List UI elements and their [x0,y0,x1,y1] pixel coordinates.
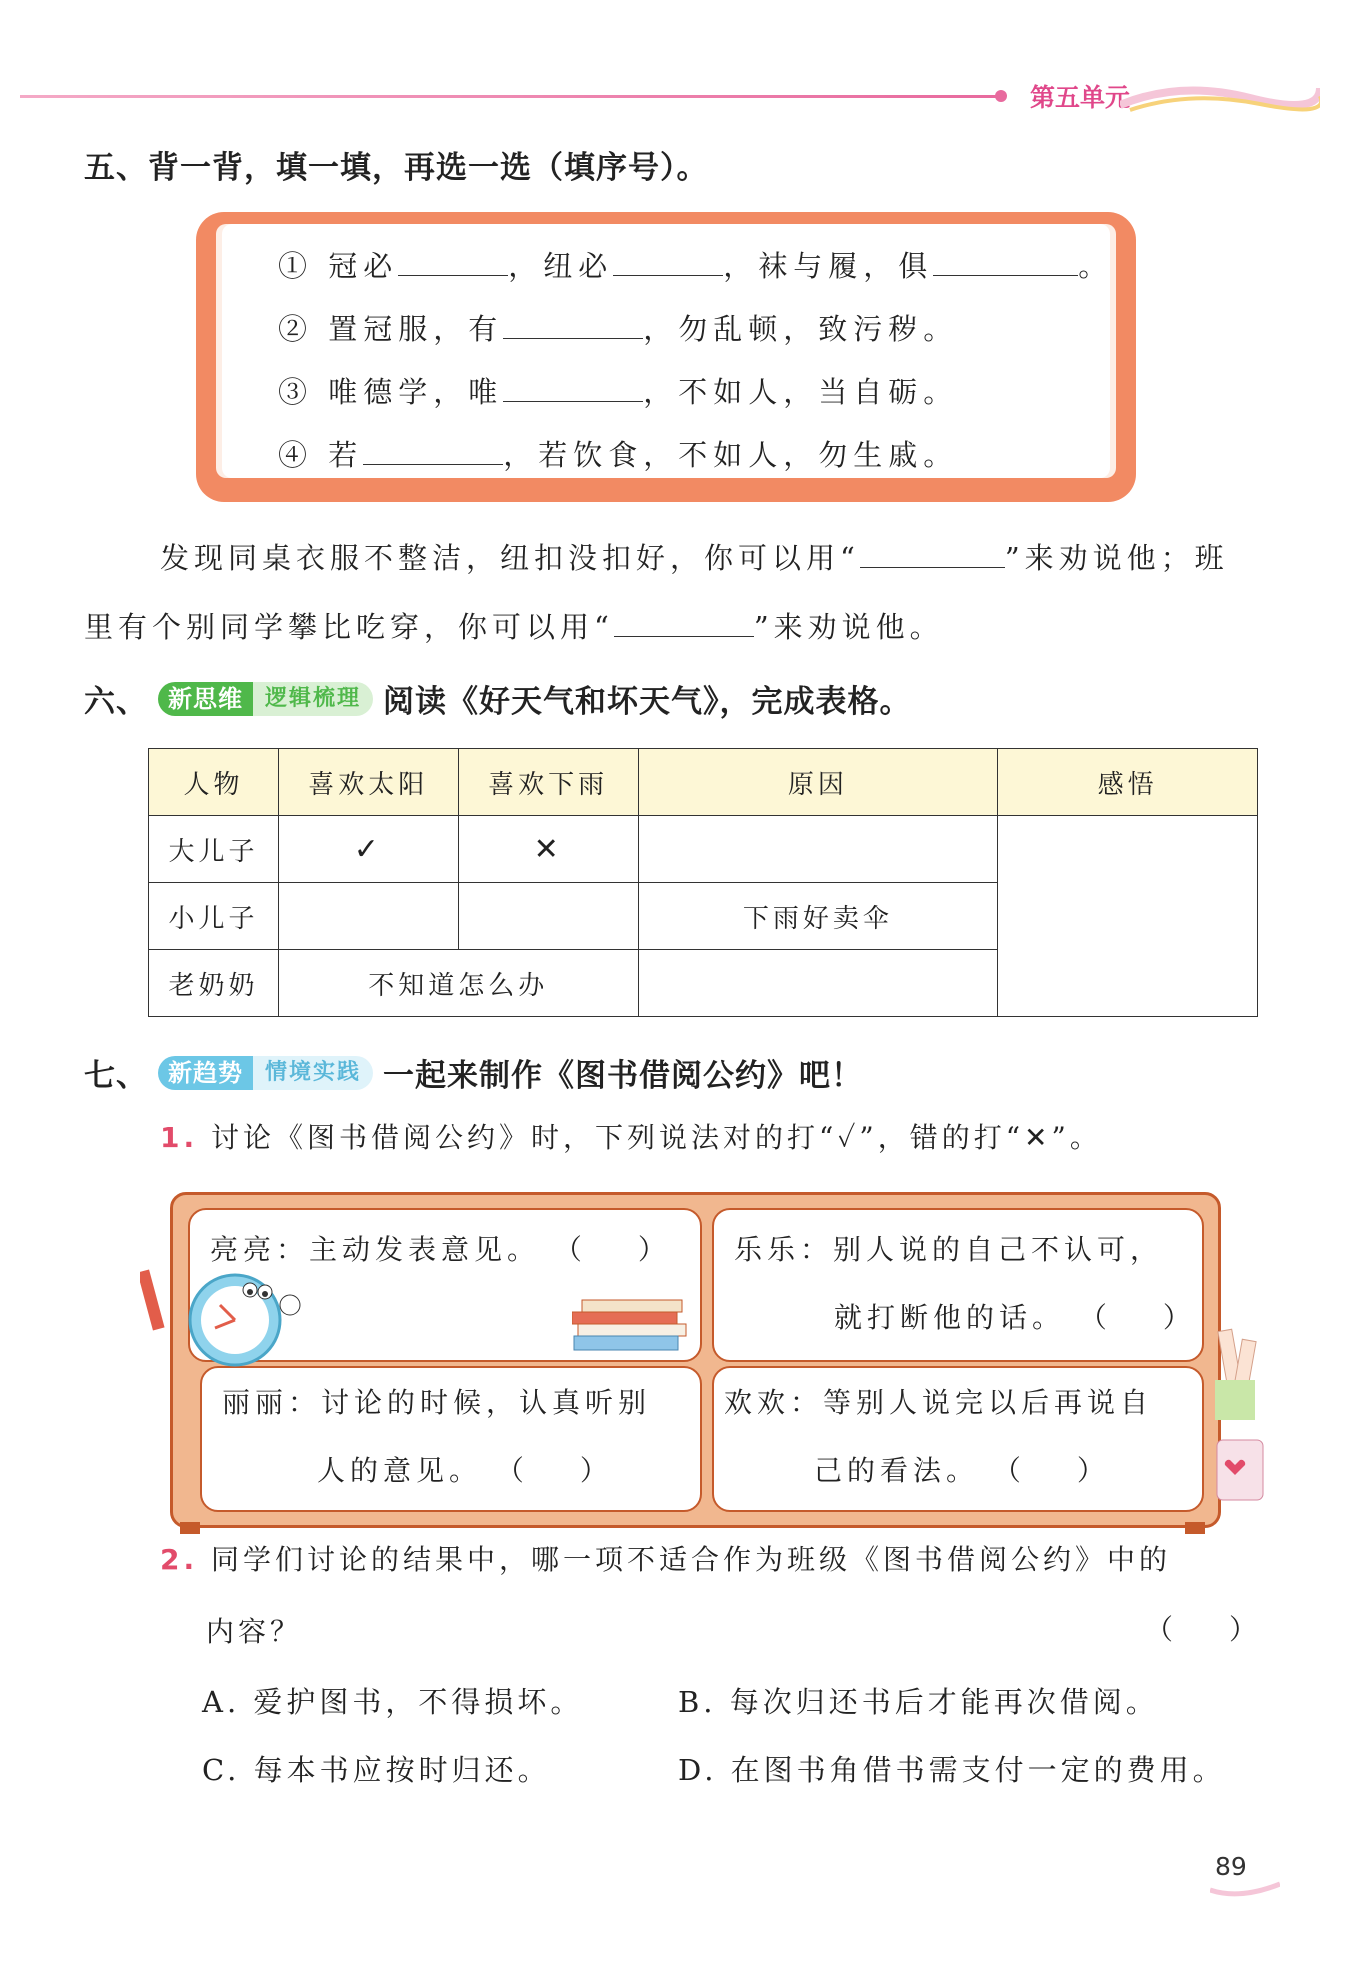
clock-mascot-icon [140,1250,310,1370]
answer-cell[interactable] [278,883,458,950]
table-header-row: 人物 喜欢太阳 喜欢下雨 原因 感悟 [149,749,1258,816]
table-row: 小儿子 下雨好卖伞 [149,883,1258,950]
option-d[interactable]: D. 在图书角借书需支付一定的费用。 [678,1753,1226,1787]
page-swoosh [1210,1880,1280,1900]
section7-heading: 七、 新趋势 情境实践 一起来制作《图书借阅公约》吧！ [84,1050,863,1095]
fill-blank[interactable] [363,436,503,465]
statement-card: 欢欢：等别人说完以后再说自 己的看法。 （ ） [712,1366,1204,1512]
header-dot [995,90,1007,102]
fill-blank[interactable] [860,539,1005,568]
tag-new-trend: 新趋势 情境实践 [158,1056,373,1090]
option-a[interactable]: A. 爱护图书，不得损坏。 [202,1685,584,1719]
table-row: 老奶奶 不知道怎么办 [149,950,1258,1017]
paragraph-2: 里有个别同学攀比吃穿，你可以用“ ”来劝说他。 [84,610,944,644]
question-2: 2. 同学们讨论的结果中，哪一项不适合作为班级《图书借阅公约》中的 [160,1543,1172,1576]
section5-title: 五、背一背，填一填，再选一选（填序号）。 [84,150,709,186]
line-number: ① [278,249,314,283]
fill-blank[interactable] [503,373,643,402]
check-mark[interactable]: ✓ [278,816,458,883]
fill-blank[interactable] [614,608,754,637]
answer-paren[interactable]: （ ） [1145,1613,1258,1646]
line-number: ④ [278,438,314,472]
story-table [148,748,1258,1017]
option-b[interactable]: B. 每次归还书后才能再次借阅。 [678,1685,1159,1719]
question-2-line2: 内容？ [206,1615,303,1648]
fill-blank[interactable] [503,310,643,339]
page-number: 89 [1215,1852,1247,1881]
answer-cell[interactable] [458,883,638,950]
statement-card: 丽丽：讨论的时候，认真听别 人的意见。 （ ） [200,1366,702,1512]
answer-paren[interactable]: （ ） [992,1454,1105,1487]
answer-paren[interactable]: （ ） [495,1454,608,1487]
fill-blank[interactable] [933,247,1078,276]
fill-blank[interactable] [613,247,723,276]
question-1: 1. 讨论《图书借阅公约》时，下列说法对的打“✓”，错的打“✕”。 [160,1121,1102,1154]
statement-card: 乐乐：别人说的自己不认可， 就打断他的话。 （ ） [712,1208,1204,1362]
unit-label: 第五单元 [1030,83,1131,112]
recite-line-3: ③ 唯德学，唯 ，不如人，当自砺。 [278,375,959,409]
line-number: ② [278,312,314,346]
recite-line-4: ④ 若 ，若饮食，不如人，勿生戚。 [278,438,959,472]
insight-cell[interactable] [998,816,1258,1017]
recite-line-1: ① 冠必 ，纽必 ，袜与履，俱 。 [278,249,1114,283]
statement-card: 亮亮：主动发表意见。 （ ） [188,1208,702,1362]
shelf-leg-right [1185,1522,1205,1534]
header-line [20,95,1000,98]
book-stack-icon [572,1298,692,1354]
scroll-bouquet-icon [1205,1320,1275,1510]
fill-blank[interactable] [398,247,508,276]
option-c[interactable]: C. 每本书应按时归还。 [202,1753,551,1787]
table-row: 大儿子 ✓ ✕ [149,816,1258,883]
paragraph-1: 发现同桌衣服不整洁，纽扣没扣好，你可以用“ ”来劝说他；班 [160,541,1229,575]
cross-mark[interactable]: ✕ [458,816,638,883]
section7-title: 一起来制作《图书借阅公约》吧！ [383,1058,864,1094]
answer-cell[interactable] [638,950,998,1017]
section6-heading: 六、 新思维 逻辑梳理 阅读《好天气和坏天气》，完成表格。 [84,676,912,721]
section6-title: 阅读《好天气和坏天气》，完成表格。 [383,684,912,720]
shelf-leg-left [180,1522,200,1534]
answer-paren[interactable]: （ ） [1078,1301,1191,1334]
line-number: ③ [278,375,314,409]
tag-new-thinking: 新思维 逻辑梳理 [158,682,373,716]
answer-cell[interactable] [638,816,998,883]
answer-paren[interactable]: （ ） [553,1233,666,1266]
header-swoosh [1120,80,1320,120]
recite-line-2: ② 置冠服，有 ，勿乱顿，致污秽。 [278,312,959,346]
